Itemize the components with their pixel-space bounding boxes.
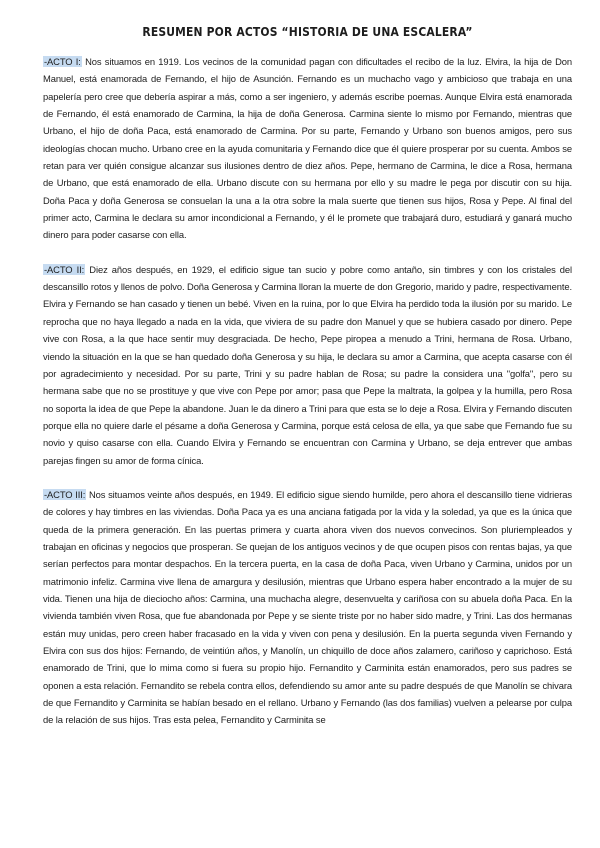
page-title: RESUMEN POR ACTOS “HISTORIA DE UNA ESCALERA” [142,24,473,39]
act-1-paragraph [43,53,572,244]
act-3-paragraph [43,486,572,729]
act-2-paragraph [43,261,572,469]
act-1-text: Nos situamos en 1919. Los vecinos de la comunidad pagan con dificultades el recibo de la luz. Elvira, la hija de Don Manuel, está enamorada de Fernando, el hijo de Asunción. Fernando es un muchacho vago y ambicioso que trabaja en una papelería pero cree que debería aspirar a más, como a ser ingeniero, y además escribe poemas. Aunque Elvira está enamorada de Fernando, él está enamorado de Carmina, la hija de doña Generosa. Carmina siente lo mismo por Fernando, mientras que Urbano, el hijo de doña Paca, está enamorado de Carmina. Por su parte, Fernando y Urbano son buenos amigos, pero sus ideologías chocan mucho. Urbano cree en la ayuda comunitaria y Fernando dice que él quiere prosperar por su cuenta. Ambos se retan para ver quién consigue alcanzar sus ilusiones dentro de diez años. Pepe, hermano de Carmina, le dice a Rosa, hermana de Urbano, que está enamorado de ella. Urbano discute con su hermana por ello y su madre le pega por discutir con su hija. Doña Paca y doña Generosa se consuelan la una a la otra sobre la mala suerte que tienen sus hijos, Rosa y Pepe. Al final del primer acto, Carmina le declara su amor incondicional a Fernando, y él le promete que trabajará duro, estudiará y ganará mucho dinero para poder casarse con ella. [43,56,572,241]
act-2-text: Diez años después, en 1929, el edificio sigue tan sucio y pobre como antaño, sin timbres y con los cristales del descansillo rotos y llenos de polvo. Doña Generosa y Carmina lloran la muerte de don Gregorio, marido y padre, respectivamente. Elvira y Fernando se han casado y tienen un bebé. Viven en la ruina, por lo que Elvira ha perdido toda la ilusión por su marido. Le reprocha que no haya llegado a nada en la vida, que viviera de su padre don Manuel y que se hubiera casado por dinero. Pepe vive con Rosa, a la que hace sentir muy desgraciada. De hecho, Pepe piropea a menudo a Trini, hermana de Rosa. Urbano, viendo la situación en la que se han quedado doña Generosa y su hija, le declara su amor a Carmina, que acepta casarse con él por agradecimiento y necesidad. Por su parte, Trini y su padre hablan de Rosa; su padre la considera una "golfa", pero su hermana sabe que no se prostituye y que vive con Pepe por amor; pasa que Pepe la maltrata, la golpea y la humilla, pero Rosa no soporta la idea de que Pepe la abandone. Juan le da dinero a Trini para que esta se lo deje a Rosa. Elvira y Fernando discuten porque ella no quiere darle el pésame a doña Generosa y Carmina, porque está celosa de ella, ya que sabe que Fernando fue su novio y quiso casarse con ella. Cuando Elvira y Fernando se encuentran con Carmina y Urbano, se deja entrever que ambas parejas fingen su amor de forma cínica. [43,263,573,466]
act-3-text: Nos situamos veinte años después, en 1949. El edificio sigue siendo humilde, pero ahora el descansillo tiene vidrieras de colores y hay timbres en las viviendas. Doña Paca ya es una anciana fatigada por la vida y la soledad, ya que es la única que queda de la primera generación. En las puertas primera y cuarta ahora viven dos nuevos convecinos. Son pluriempleados y trabajan en oficinas y negocios que prosperan. Se quejan de los antiguos vecinos y de que ocupen pisos con rentas bajas, ya que serían perfectos para montar despachos. En la tercera puerta, en la casa de doña Paca, viven Urbano y Carmina, unidos por un matrimonio infeliz. Carmina vive llena de amargura y desilusión, mientras que Urbano espera haber encontrado a la mujer de su vida. Tienen una hija de dieciocho años: Carmina, una muchacha alegre, desenvuelta y cariñosa con su abuela doña Paca. En la vivienda también viven Rosa, que fue abandonada por Pepe y se siente triste por no haber sido madre, y Trini. Las dos hermanas están muy unidas, pero creen haber fracasado en la vida y viven con pena y desilusión. En la puerta segunda viven Fernando y Elvira con sus dos hijos: Fernando, de veintiún años, y Manolín, un chiquillo de doce años zalamero, cariñoso y caprichoso. Está enamorado de Trini, que lo mima como si fuera su propio hijo. Fernandito y Carminita están enamorados, pero sus padres se oponen a esta relación. Fernandito se rebela contra ellos, defendiendo su amor ante su padre después de que Manolín se chivara de que Fernandito y Carminita se habían besado en el rellano. Urbano y Fernando (las dos familias) vuelven a pelearse por culpa de la relación de sus hijos. Tras esta pelea, Fernandito y Carminita se [43,488,572,726]
act-2-label: -ACTO II: [44,263,85,275]
act-3-label: -ACTO III: [44,488,86,500]
act-1-label: -ACTO I: [44,56,81,67]
